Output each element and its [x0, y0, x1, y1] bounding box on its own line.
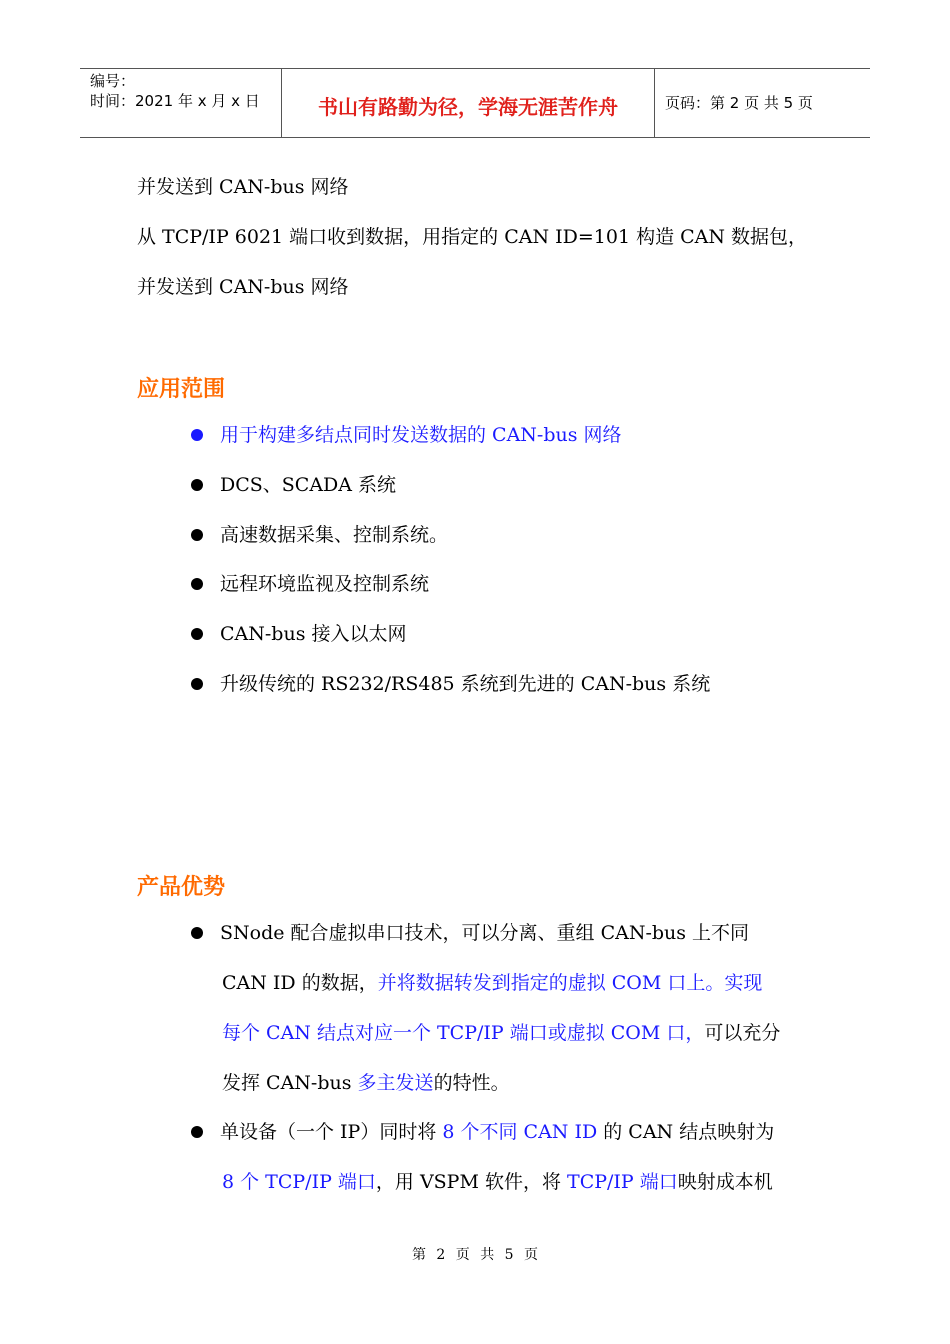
advantage-highlight: 多主发送: [357, 1072, 434, 1094]
application-item: 升级传统的 RS232/RS485 系统到先进的 CAN-bus 系统: [220, 673, 711, 695]
advantage-1-line-2: [222, 968, 762, 998]
advantage-1-line-1: SNode 配合虚拟串口技术，可以分离、重组 CAN-bus 上不同: [220, 922, 750, 944]
bullet-icon: [191, 529, 203, 541]
header-page-info: 页码：第 2 页 共 5 页: [665, 94, 813, 112]
bullet-icon: [191, 479, 203, 491]
document-time: 时间：2021 年 x 月 x 日: [90, 92, 260, 110]
advantage-2-line-2: [222, 1167, 773, 1197]
advantage-1-line-3: [222, 1018, 780, 1048]
header-motto: 书山有路勤为径，学海无涯苦作舟: [318, 95, 618, 119]
applications-heading: 应用范围: [137, 377, 226, 402]
header-page-cell: [655, 69, 870, 137]
advantage-text: 映射成本机: [677, 1171, 773, 1193]
application-item: 用于构建多结点同时发送数据的 CAN-bus 网络: [220, 424, 622, 446]
header-motto-cell: [281, 69, 655, 137]
document-number: 编号：: [90, 72, 136, 90]
advantage-1-line-4: [222, 1068, 510, 1098]
advantage-text: 单设备（一个 IP）同时将: [220, 1121, 443, 1143]
intro-line-2: 从 TCP/IP 6021 端口收到数据，用指定的 CAN ID=101 构造 CAN 数据包，: [137, 226, 808, 248]
application-item: CAN-bus 接入以太网: [220, 623, 407, 645]
advantage-text: 可以充分: [704, 1022, 781, 1044]
bullet-icon: [191, 429, 203, 441]
application-item: 远程环境监视及控制系统: [220, 573, 430, 595]
advantage-text: CAN ID 的数据，: [222, 972, 378, 994]
advantage-highlight: TCP/IP 端口: [567, 1171, 678, 1193]
bullet-icon: [191, 678, 203, 690]
bullet-icon: [191, 578, 203, 590]
advantages-heading: 产品优势: [137, 875, 226, 900]
bullet-icon: [191, 628, 203, 640]
header-meta-cell: [80, 69, 280, 137]
application-item: DCS、SCADA 系统: [220, 474, 397, 496]
advantage-text: 发挥 CAN-bus: [222, 1072, 358, 1094]
advantage-highlight: 每个 CAN 结点对应一个 TCP/IP 端口或虚拟 COM 口，: [222, 1022, 705, 1044]
advantage-highlight: 8 个 TCP/IP 端口: [222, 1171, 376, 1193]
advantage-highlight: 8 个不同 CAN ID: [442, 1121, 598, 1143]
advantage-highlight: 并将数据转发到指定的虚拟 COM 口上。实现: [377, 972, 763, 994]
bullet-icon: [191, 1126, 203, 1138]
advantage-text: ，用 VSPM 软件，将: [375, 1171, 568, 1193]
application-item: 高速数据采集、控制系统。: [220, 524, 449, 546]
advantage-text: 的特性。: [433, 1072, 510, 1094]
page-header: [80, 68, 870, 138]
bullet-icon: [191, 927, 203, 939]
advantage-2-line-1: [220, 1117, 774, 1147]
intro-line-1: 并发送到 CAN-bus 网络: [137, 176, 349, 198]
advantage-text: 的 CAN 结点映射为: [597, 1121, 775, 1143]
intro-line-3: 并发送到 CAN-bus 网络: [137, 276, 349, 298]
page-footer: 第 2 页 共 5 页: [411, 1247, 539, 1263]
